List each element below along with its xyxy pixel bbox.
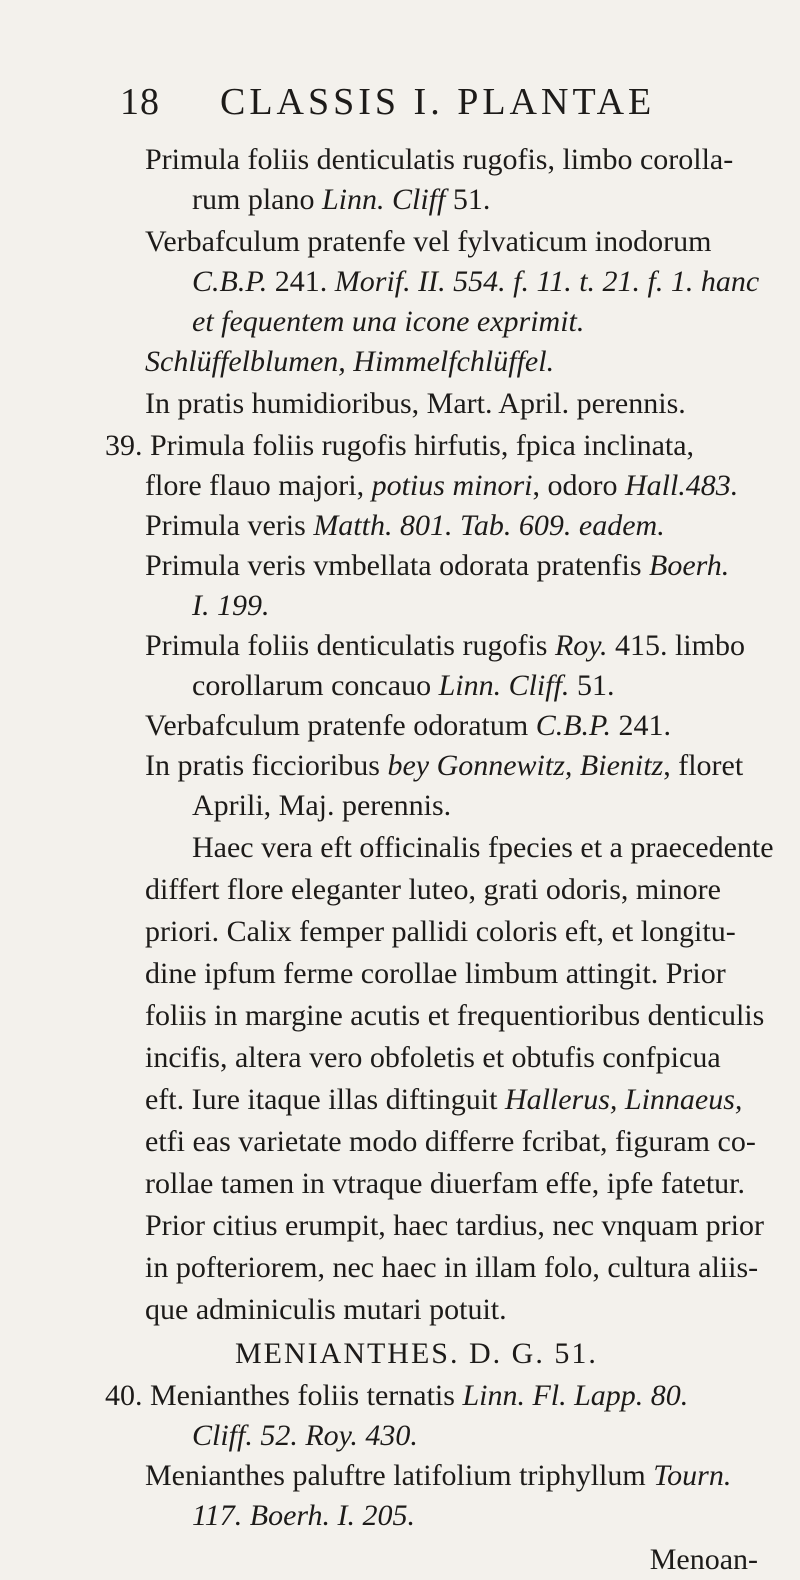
text-line: corollarum concauo Linn. Cliff. 51. bbox=[192, 669, 615, 702]
text-line: In pratis ficcioribus bey Gonnewitz, Bienitz, floret bbox=[145, 749, 744, 782]
text-line: dine ipfum ferme corollae limbum attingit. Prior bbox=[145, 957, 726, 990]
text-line: Primula veris Matth. 801. Tab. 609. eadem. bbox=[145, 509, 665, 542]
text-line: Primula foliis denticulatis rugofis, limbo corolla- bbox=[145, 143, 734, 176]
text-line: Verbafculum pratenfe vel fylvaticum inodorum bbox=[145, 225, 712, 258]
section-heading: MENIANTHES. D. G. 51. bbox=[235, 1337, 598, 1370]
text-line: rum plano Linn. Cliff 51. bbox=[192, 183, 491, 216]
text-line: Cliff. 52. Roy. 430. bbox=[192, 1419, 418, 1452]
running-title: CLASSIS I. PLANTAE bbox=[220, 81, 656, 123]
catchword: Menoan- bbox=[649, 1543, 758, 1576]
text-line: Haec vera eft officinalis fpecies et a praecedente bbox=[192, 831, 774, 864]
text-line: 117. Boerh. I. 205. bbox=[192, 1499, 416, 1532]
text-line: incifis, altera vero obfoletis et obtufis confpicua bbox=[145, 1041, 721, 1074]
text-line: Verbafculum pratenfe odoratum C.B.P. 241. bbox=[145, 709, 671, 742]
text-line: que adminiculis mutari potuit. bbox=[145, 1293, 507, 1326]
text-line: rollae tamen in vtraque diuerfam effe, ipfe fatetur. bbox=[145, 1167, 745, 1200]
text-line: 40. Menianthes foliis ternatis Linn. Fl. Lapp. 80. bbox=[105, 1379, 689, 1412]
text-line: flore flauo majori, potius minori, odoro Hall.483. bbox=[145, 469, 739, 502]
text-line: Primula foliis denticulatis rugofis Roy. 415. limbo bbox=[145, 629, 745, 662]
text-line: Schlüffelblumen, Himmelfchlüffel. bbox=[145, 345, 555, 378]
text-line: eft. Iure itaque illas diftinguit Hallerus, Linnaeus, bbox=[145, 1083, 743, 1116]
text-line: etfi eas varietate modo differre fcribat, figuram co- bbox=[145, 1125, 756, 1158]
page-header bbox=[120, 80, 760, 130]
text-line: in pofteriorem, nec haec in illam folo, cultura aliis- bbox=[145, 1251, 759, 1284]
text-line: C.B.P. 241. Morif. II. 554. f. 11. t. 21. f. 1. hanc bbox=[192, 265, 760, 298]
text-line: 39. Primula foliis rugofis hirfutis, fpica inclinata, bbox=[105, 429, 695, 462]
text-line: Aprili, Maj. perennis. bbox=[192, 789, 452, 822]
text-line: foliis in margine acutis et frequentioribus denticulis bbox=[145, 999, 765, 1032]
text-line: In pratis humidioribus, Mart. April. perennis. bbox=[145, 387, 686, 420]
text-line: I. 199. bbox=[192, 589, 270, 622]
text-line: Prior citius erumpit, haec tardius, nec vnquam prior bbox=[145, 1209, 764, 1242]
text-line: Primula veris vmbellata odorata pratenfis Boerh. bbox=[145, 549, 730, 582]
text-line: et fequentem una icone exprimit. bbox=[192, 305, 585, 338]
text-line: differt flore eleganter luteo, grati odoris, minore bbox=[145, 873, 721, 906]
page-number: 18 bbox=[120, 81, 160, 123]
text-line: Menianthes paluftre latifolium triphyllum Tourn. bbox=[145, 1459, 732, 1492]
text-line: priori. Calix femper pallidi coloris eft, et longitu- bbox=[145, 915, 736, 948]
